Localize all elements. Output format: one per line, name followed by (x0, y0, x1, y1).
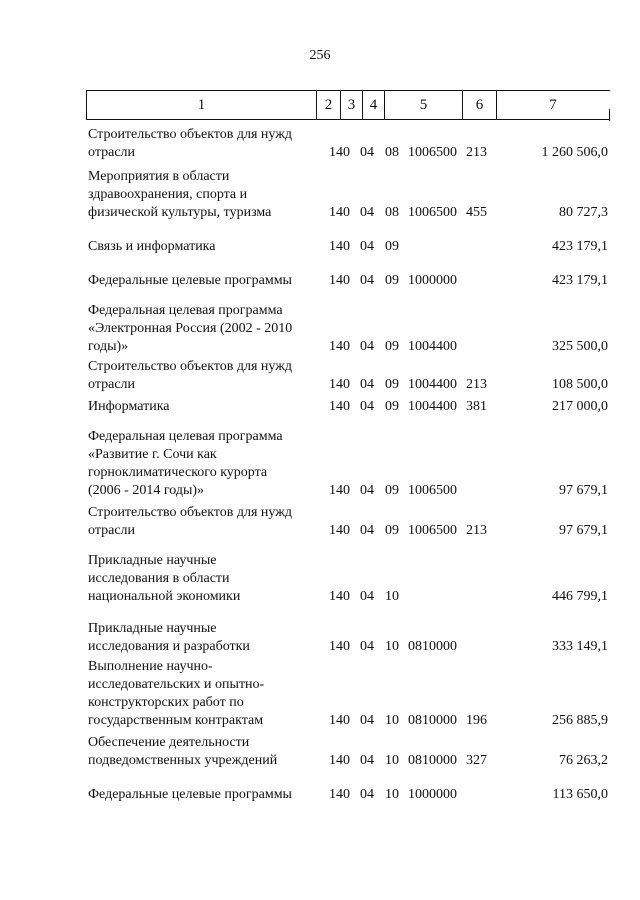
code-col-5: 1006500 (408, 145, 457, 160)
row-name-line: Федеральные целевые программы (88, 787, 292, 802)
code-col-2: 140 (329, 273, 350, 288)
code-col-2: 140 (329, 483, 350, 498)
code-col-2: 140 (329, 145, 350, 160)
code-col-2: 140 (329, 339, 350, 354)
code-col-4: 10 (385, 589, 399, 604)
row-name-line: «Электронная Россия (2002 - 2010 (88, 321, 293, 336)
code-col-4: 09 (385, 273, 399, 288)
code-col-4: 09 (385, 399, 399, 414)
amount-cell: 76 263,2 (559, 753, 608, 768)
row-name-line: Федеральная целевая программа (88, 429, 283, 444)
code-col-3: 04 (360, 205, 374, 220)
code-col-5: 0810000 (408, 753, 457, 768)
row-name-line: исследовательских и опытно- (88, 677, 265, 692)
code-col-6: 455 (466, 205, 487, 220)
amount-cell: 80 727,3 (559, 205, 608, 220)
row-name-line: национальной экономики (88, 589, 241, 604)
row-name-line: конструкторских работ по (88, 695, 244, 710)
amount-cell: 97 679,1 (559, 483, 608, 498)
code-col-4: 10 (385, 639, 399, 654)
code-col-6: 327 (466, 753, 487, 768)
code-col-4: 10 (385, 713, 399, 728)
header-col-3: 3 (341, 91, 363, 119)
row-name-line: Мероприятия в области (88, 169, 230, 184)
code-col-3: 04 (360, 639, 374, 654)
code-col-5: 1006500 (408, 205, 457, 220)
row-name-line: Строительство объектов для нужд (88, 505, 293, 520)
code-col-6: 213 (466, 377, 487, 392)
header-col-5: 5 (385, 91, 463, 119)
amount-cell: 423 179,1 (552, 239, 608, 254)
row-name-line: Федеральные целевые программы (88, 273, 292, 288)
code-col-4: 09 (385, 339, 399, 354)
row-name-line: Федеральная целевая программа (88, 303, 283, 318)
row-name (88, 786, 320, 804)
code-col-3: 04 (360, 787, 374, 802)
code-col-5: 0810000 (408, 639, 457, 654)
code-col-2: 140 (329, 377, 350, 392)
code-col-5: 1004400 (408, 339, 457, 354)
amount-cell: 97 679,1 (559, 523, 608, 538)
row-name-line: государственным контрактам (88, 713, 264, 728)
code-col-4: 09 (385, 523, 399, 538)
code-col-6: 196 (466, 713, 487, 728)
code-col-2: 140 (329, 787, 350, 802)
row-name-line: горноклиматического курорта (88, 465, 268, 480)
code-col-2: 140 (329, 399, 350, 414)
row-name-line: Прикладные научные (88, 621, 217, 636)
code-col-4: 10 (385, 753, 399, 768)
amount-cell: 325 500,0 (552, 339, 608, 354)
row-name-line: Выполнение научно- (88, 659, 213, 674)
row-name-line: исследования и разработки (88, 639, 250, 654)
code-col-3: 04 (360, 589, 374, 604)
amount-cell: 423 179,1 (552, 273, 608, 288)
row-name-line: отрасли (88, 145, 136, 160)
code-col-2: 140 (329, 713, 350, 728)
code-col-5: 0810000 (408, 713, 457, 728)
row-name-line: Строительство объектов для нужд (88, 127, 293, 142)
row-name-line: исследования в области (88, 571, 230, 586)
code-col-4: 09 (385, 483, 399, 498)
amount-cell: 1 260 506,0 (541, 145, 608, 160)
code-col-3: 04 (360, 753, 374, 768)
code-col-6: 213 (466, 523, 487, 538)
amount-cell: 217 000,0 (552, 399, 608, 414)
code-col-4: 09 (385, 377, 399, 392)
code-col-5: 1000000 (408, 273, 457, 288)
amount-cell: 256 885,9 (552, 713, 608, 728)
row-name-line: (2006 - 2014 годы)» (88, 483, 205, 498)
code-col-5: 1006500 (408, 483, 457, 498)
row-name-line: «Развитие г. Сочи как (88, 447, 217, 462)
code-col-5: 1006500 (408, 523, 457, 538)
code-col-2: 140 (329, 523, 350, 538)
code-col-6: 381 (466, 399, 487, 414)
header-col-7: 7 (549, 97, 557, 113)
row-name-line: годы)» (88, 339, 129, 354)
code-col-4: 10 (385, 787, 399, 802)
code-col-5: 1004400 (408, 399, 457, 414)
header-col-4: 4 (363, 91, 385, 119)
code-col-4: 09 (385, 239, 399, 254)
row-name-line: Строительство объектов для нужд (88, 359, 293, 374)
row-name-line: Информатика (88, 399, 170, 414)
row-name-line: здравоохранения, спорта и (88, 187, 248, 202)
code-col-2: 140 (329, 589, 350, 604)
row-name-line: Связь и информатика (88, 239, 216, 254)
code-col-3: 04 (360, 523, 374, 538)
row-name-line: Прикладные научные (88, 553, 217, 568)
code-col-4: 08 (385, 205, 399, 220)
code-col-2: 140 (329, 753, 350, 768)
header-col-6: 6 (463, 91, 497, 119)
amount-cell: 333 149,1 (552, 639, 608, 654)
header-col-1: 1 (87, 91, 317, 119)
code-col-3: 04 (360, 339, 374, 354)
code-col-6: 213 (466, 145, 487, 160)
code-col-3: 04 (360, 713, 374, 728)
code-col-3: 04 (360, 273, 374, 288)
row-name-line: физической культуры, туризма (88, 205, 272, 220)
row-name-line: отрасли (88, 377, 136, 392)
page-number: 256 (309, 48, 331, 63)
code-col-5: 1004400 (408, 377, 457, 392)
code-col-2: 140 (329, 205, 350, 220)
code-col-3: 04 (360, 483, 374, 498)
row-name-line: отрасли (88, 523, 136, 538)
amount-cell: 108 500,0 (552, 377, 608, 392)
code-col-2: 140 (329, 239, 350, 254)
header-col-2: 2 (317, 91, 341, 119)
amount-cell: 113 650,0 (552, 787, 608, 802)
code-col-3: 04 (360, 145, 374, 160)
code-col-4: 08 (385, 145, 399, 160)
code-col-3: 04 (360, 377, 374, 392)
amount-cell: 446 799,1 (552, 589, 608, 604)
row-name-line: Обеспечение деятельности (88, 735, 250, 750)
row-name-line: подведомственных учреждений (88, 753, 278, 768)
code-col-3: 04 (360, 399, 374, 414)
code-col-2: 140 (329, 639, 350, 654)
code-col-3: 04 (360, 239, 374, 254)
code-col-5: 1000000 (408, 787, 457, 802)
